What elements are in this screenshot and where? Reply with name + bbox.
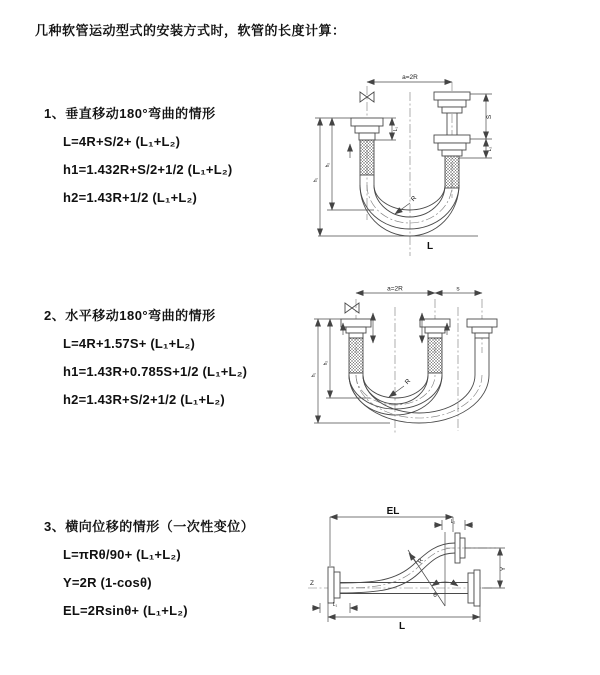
dimension-l1 xyxy=(312,602,358,613)
formula-l: L=πRθ/90+ (L₁+L₂) xyxy=(63,547,181,562)
dim-l1-label: L₁ xyxy=(332,602,338,608)
dimension-l xyxy=(318,236,478,252)
formula-el: EL=2Rsinθ+ (L₁+L₂) xyxy=(63,603,188,618)
diagram-lateral-displacement xyxy=(296,502,580,648)
formula-l: L=4R+1.57S+ (L₁+L₂) xyxy=(63,336,196,351)
dim-s-label: S xyxy=(486,114,493,120)
dimension-el xyxy=(330,506,453,566)
section-1-formulas xyxy=(44,128,232,212)
section-1 xyxy=(44,103,232,212)
dim-h1-label: h₁ xyxy=(313,177,319,183)
left-flange xyxy=(328,567,340,603)
s-curve-hose xyxy=(340,543,455,593)
dim-h1-label: h₁ xyxy=(311,372,317,378)
dim-l2-label: L₂ xyxy=(487,146,493,152)
dimension-s xyxy=(470,94,493,139)
section-3 xyxy=(44,516,254,625)
dim-l-label: L xyxy=(426,241,434,252)
formula-l: L=4R+S/2+ (L₁+L₂) xyxy=(63,134,181,149)
dim-h2-label: h₂ xyxy=(323,360,329,366)
diagram-horizontal-180-bend xyxy=(310,283,560,445)
axis-z-label: Z xyxy=(310,580,314,587)
section-2-formulas xyxy=(44,330,247,414)
formula-y: Y=2R (1-cosθ) xyxy=(63,575,152,590)
dimension-l2 xyxy=(434,519,473,530)
formula-h1: h1=1.43R+0.785S+1/2 (L₁+L₂) xyxy=(63,364,248,379)
dim-h2-label: h₂ xyxy=(325,162,331,168)
section-3-formulas xyxy=(44,541,254,625)
radius-leader xyxy=(389,378,412,397)
fitting-1 xyxy=(341,319,371,373)
radius-label: R xyxy=(416,557,425,566)
dim-y-label: Y xyxy=(500,566,507,572)
angle-theta-label: θ xyxy=(433,592,437,599)
fitting-2 xyxy=(420,319,450,373)
section-2-heading: 2、水平移动180°弯曲的情形 xyxy=(44,308,216,323)
end-length-dimensions xyxy=(373,313,422,343)
centerlines xyxy=(356,299,482,435)
dim-a-label: a=2R xyxy=(387,285,403,293)
section-1-heading: 1、垂直移动180°弯曲的情形 xyxy=(44,106,216,121)
dim-l2-label: L₂ xyxy=(450,519,456,525)
dimension-l xyxy=(328,603,480,632)
section-3-heading: 3、横向位移的情形（一次性变位） xyxy=(44,519,255,534)
hose-u-bends xyxy=(349,373,489,423)
diagram-vertical-180-bend xyxy=(310,70,560,260)
dimension-a-2r xyxy=(367,74,452,82)
dim-l1-label: L₁ xyxy=(393,126,399,132)
right-fittings xyxy=(434,92,470,188)
radius-label: R xyxy=(409,194,419,204)
dim-a-label: a=2R xyxy=(402,74,418,81)
dimension-s xyxy=(435,286,482,294)
radius-label: R xyxy=(403,377,413,387)
dim-el-label: EL xyxy=(386,506,400,517)
formula-h1: h1=1.432R+S/2+1/2 (L₁+L₂) xyxy=(63,162,233,177)
dimension-a-2r xyxy=(356,286,435,294)
dim-s-label: s xyxy=(456,285,460,293)
formula-h2: h2=1.43R+S/2+1/2 (L₁+L₂) xyxy=(63,392,225,407)
left-fitting xyxy=(350,118,383,175)
valve-icon xyxy=(345,303,359,313)
radius-leader xyxy=(395,195,418,214)
hose-u-bend xyxy=(360,175,459,236)
dim-l-label: L xyxy=(398,621,406,632)
section-2 xyxy=(44,305,247,414)
page-title: 几种软管运动型式的安装方式时，软管的长度计算： xyxy=(35,23,346,38)
centerlines xyxy=(367,82,452,256)
formula-h2: h2=1.43R+1/2 (L₁+L₂) xyxy=(63,190,198,205)
